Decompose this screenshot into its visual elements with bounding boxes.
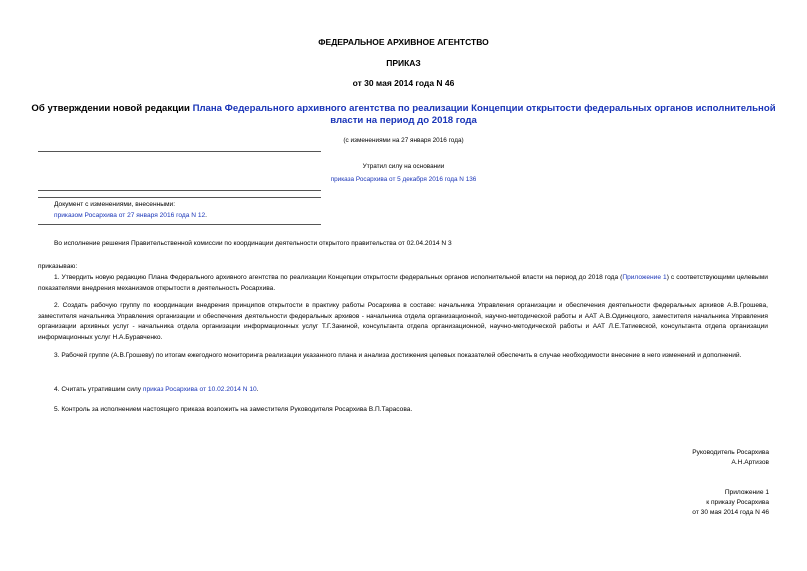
amended-doc-tail: . — [205, 212, 208, 219]
divider-2 — [38, 190, 321, 191]
expired-order-link[interactable]: приказа Росархива от 5 декабря 2016 года N 136 — [330, 176, 477, 183]
divider-4 — [38, 224, 321, 225]
appendix-1-link[interactable]: Приложение 1 — [622, 274, 667, 281]
intro-paragraph: Во исполнение решения Правительственной комиссии по координации деятельности открытого правительства от 02.04.2014 N 3 — [54, 240, 452, 247]
paragraph-2: 2. Создать рабочую группу по координации внедрения принципов открытости в практику работы Росархива в составе: начальника Управления организации и обеспечения деятельности федеральных архивов А.В.Грошева, заместителя начальника Управления организации и обеспечения деятельности федеральных архивов - начальника отдела организационной, научно-методической работы и ААТ А.В.Одинецкого, заместителя начальника Управления организации архивных услуг - начальника отдела организации информационных услуг Т.Г.Заниной, консультанта отдела организационной, научно-методической работы и ААТ Л.Е.Татиевской, консультанта отдела организации информационных услуг Н.А.Буравченко. — [38, 302, 768, 341]
title-plan-link[interactable]: Плана Федерального архивного агентства по реализации Концепции открытости федеральных органов исполнительной власти на период до 2018 года — [192, 103, 776, 126]
order-heading: ПРИКАЗ — [386, 58, 421, 68]
p1-text-a: 1. Утвердить новую редакцию Плана Федерального архивного агентства по реализации Концепции открытости федеральных органов исполнительной власти на период до 2018 года ( — [54, 274, 623, 281]
appendix-ref: к приказу Росархива — [706, 499, 769, 506]
repealed-order-link[interactable]: приказ Росархива от 10.02.2014 N 10 — [142, 386, 257, 393]
signature-name: А.Н.Артизов — [731, 459, 769, 466]
p1-text-b: ) с соответствующими целевыми показателями внедрения механизмов открытости в деятельность Росархива. — [38, 274, 768, 292]
appendix-label: Приложение 1 — [724, 489, 769, 496]
amended-doc-line — [54, 211, 207, 222]
divider-3 — [38, 197, 321, 198]
amendments-note: (с изменениями на 27 января 2016 года) — [343, 137, 464, 144]
expired-link-line — [0, 176, 807, 183]
signature-title: Руководитель Росархива — [692, 449, 769, 456]
amended-doc-label: Документ с изменениями, внесенными: — [54, 201, 176, 208]
expired-note: Утратил силу на основании — [362, 163, 445, 170]
paragraph-5: 5. Контроль за исполнением настоящего приказа возложить на заместителя Руководителя Росархива В.П.Тарасова. — [54, 406, 413, 413]
divider-1 — [38, 151, 321, 152]
title-prefix: Об утверждении новой редакции — [31, 103, 193, 114]
paragraph-3: 3. Рабочей группе (А.В.Грошеву) по итогам ежегодного мониторинга реализации указанного плана и анализа достижения целевых показателей обеспечить в случае необходимости внесение в него изменений и дополнений. — [54, 352, 742, 359]
p4-text-b: . — [256, 386, 259, 393]
order-verb: приказываю: — [38, 263, 78, 270]
appendix-date: от 30 мая 2014 года N 46 — [692, 509, 769, 516]
paragraph-4 — [54, 385, 259, 396]
p4-text-a: 4. Считать утратившим силу — [54, 386, 143, 393]
order-date: от 30 мая 2014 года N 46 — [352, 78, 455, 88]
paragraph-1 — [38, 273, 768, 294]
document-title — [20, 103, 787, 127]
agency-heading: ФЕДЕРАЛЬНОЕ АРХИВНОЕ АГЕНТСТВО — [318, 37, 489, 47]
amending-order-link[interactable]: приказом Росархива от 27 января 2016 года N 12 — [54, 212, 206, 219]
